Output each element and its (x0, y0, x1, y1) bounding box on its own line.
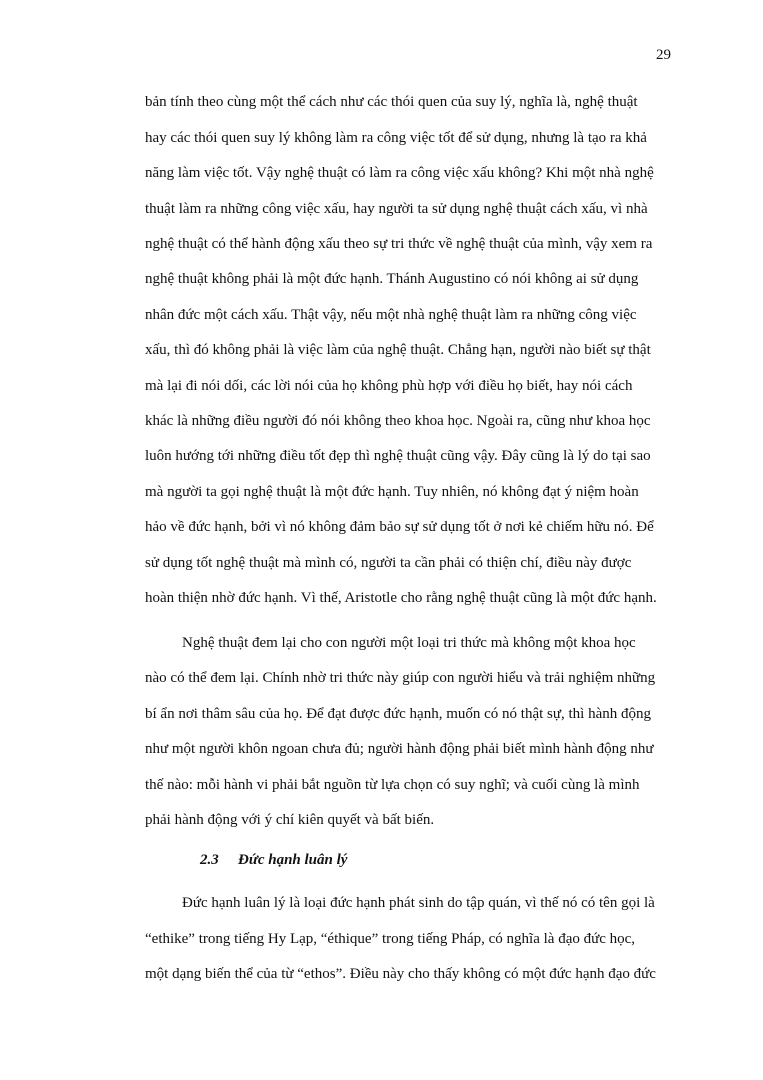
text-line: nghệ thuật không phải là một đức hạnh. Thánh Augustino có nói không ai sử dụng (145, 271, 639, 287)
text-line: “ethike” trong tiếng Hy Lạp, “éthique” trong tiếng Pháp, có nghĩa là đạo đức học, (145, 931, 636, 947)
text-line: mà người ta gọi nghệ thuật là một đức hạnh. Tuy nhiên, nó không đạt ý niệm hoàn (145, 484, 639, 500)
section-number: 2.3 (200, 852, 219, 868)
text-line: bí ẩn nơi thâm sâu của họ. Để đạt được đức hạnh, muốn có nó thật sự, thì hành động (145, 706, 651, 722)
text-line: nào có thể đem lại. Chính nhờ tri thức này giúp con người hiểu và trải nghiệm những (145, 670, 656, 686)
text-line: như một người khôn ngoan chưa đủ; người hành động phải biết mình hành động như (145, 741, 654, 757)
text-line: hay các thói quen suy lý không làm ra công việc tốt để sử dụng, nhưng là tạo ra khả (145, 130, 647, 146)
text-line: phải hành động với ý chí kiên quyết và bất biến. (145, 812, 435, 828)
text-line: bản tính theo cùng một thể cách như các thói quen của suy lý, nghĩa là, nghệ thuật (145, 94, 638, 110)
text-line: sử dụng tốt nghệ thuật mà mình có, người ta cần phải có thiện chí, điều này được (145, 555, 632, 571)
section-title: Đức hạnh luân lý (238, 852, 348, 868)
text-line: năng làm việc tốt. Vậy nghệ thuật có làm ra công việc xấu không? Khi một nhà nghệ (145, 165, 654, 181)
text-line: mà lại đi nói dối, các lời nói của họ không phù hợp với điều họ biết, hay nói cách (145, 378, 633, 394)
text-line: hoàn thiện nhờ đức hạnh. Vì thế, Aristotle cho rằng nghệ thuật cũng là một đức hạnh. (145, 590, 657, 606)
text-line: nhân đức một cách xấu. Thật vậy, nếu một nhà nghệ thuật làm ra những công việc (145, 307, 637, 323)
text-line: thế nào: mỗi hành vi phải bắt nguồn từ lựa chọn có suy nghĩ; và cuối cùng là mình (145, 777, 640, 793)
text-line: một dạng biến thể của từ “ethos”. Điều này cho thấy không có một đức hạnh đạo đức (145, 966, 656, 982)
text-line: khác là những điều người đó nói không theo khoa học. Ngoài ra, cũng như khoa học (145, 413, 651, 429)
text-line: luôn hướng tới những điều tốt đẹp thì nghệ thuật cũng vậy. Đây cũng là lý do tại sao (145, 448, 651, 464)
text-line: thuật làm ra những công việc xấu, hay người ta sử dụng nghệ thuật cách xấu, vì nhà (145, 201, 648, 217)
text-line: hảo về đức hạnh, bởi vì nó không đảm bảo sự sử dụng tốt ở nơi kẻ chiếm hữu nó. Để (145, 519, 654, 535)
text-line: xấu, thì đó không phải là việc làm của nghệ thuật. Chẳng hạn, người nào biết sự thật (145, 342, 651, 358)
text-line: Nghệ thuật đem lại cho con người một loại tri thức mà không một khoa học (182, 635, 636, 651)
page-number: 29 (656, 47, 671, 63)
text-line: Đức hạnh luân lý là loại đức hạnh phát sinh do tập quán, vì thế nó có tên gọi là (182, 895, 655, 911)
section-heading (200, 850, 347, 870)
text-line: nghệ thuật có thể hành động xấu theo sự tri thức về nghệ thuật của mình, vậy xem ra (145, 236, 653, 252)
